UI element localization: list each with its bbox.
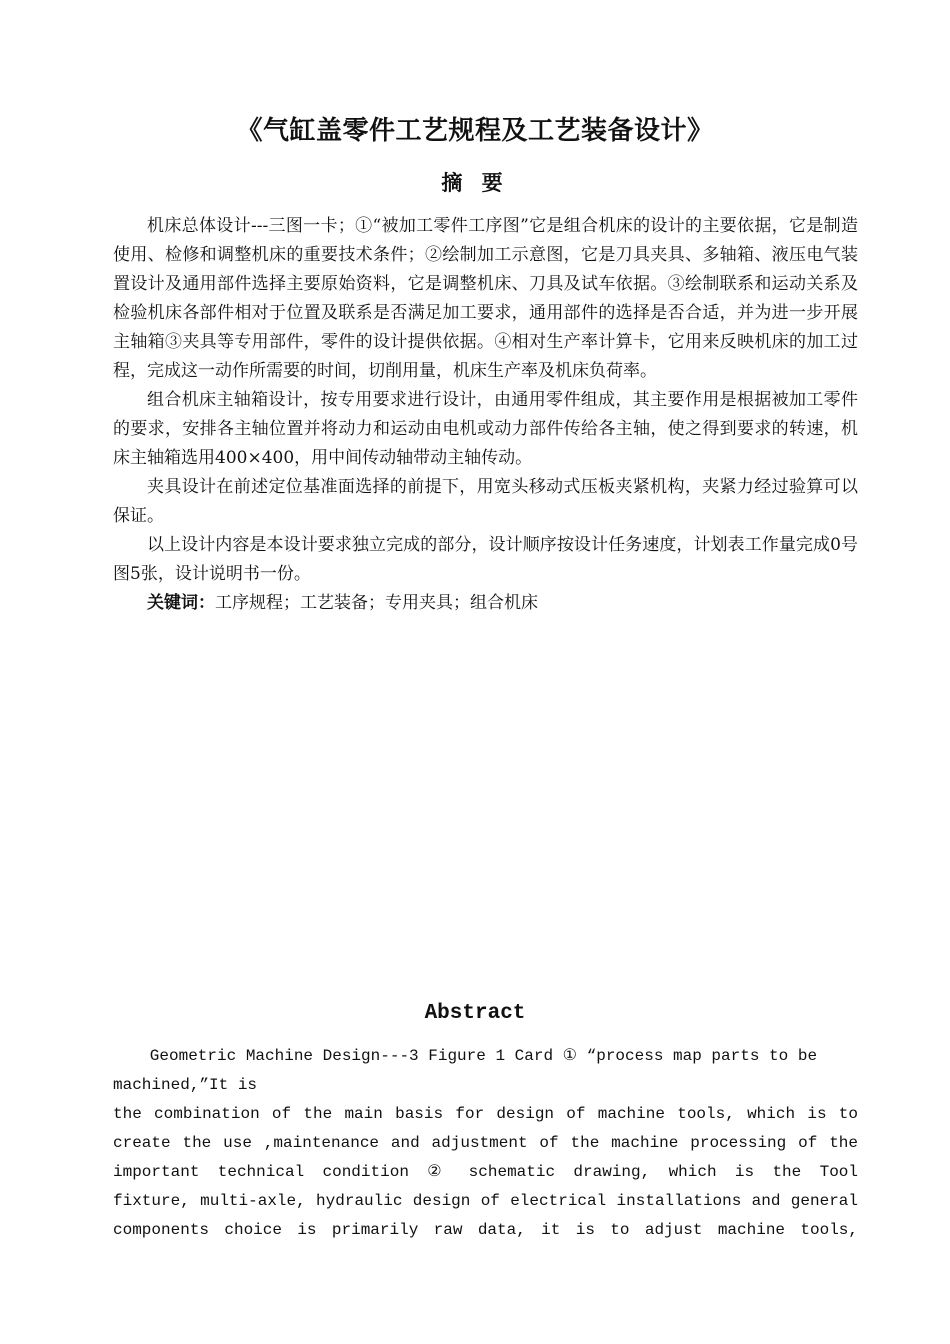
en-line-1: Geometric Machine Design---3 Figure 1 Card ① “process map parts to be machined,”It is — [113, 1047, 818, 1094]
english-abstract — [113, 1042, 858, 1245]
keywords-text: 工序规程；工艺装备；专用夹具；组合机床 — [215, 593, 538, 613]
abstract-heading: 摘 要 — [441, 170, 509, 195]
en-line-3: create the use ,maintenance and adjustment of the machine processing of the — [113, 1134, 858, 1152]
cn-paragraph-4: 以上设计内容是本设计要求独立完成的部分，设计顺序按设计任务速度，计划表工作量完成0号图5张，设计说明书一份。 — [113, 535, 858, 584]
chinese-abstract — [113, 212, 858, 618]
document-title: 《气缸盖零件工艺规程及工艺装备设计》 — [236, 116, 714, 146]
cn-paragraph-3: 夹具设计在前述定位基准面选择的前提下，用宽头移动式压板夹紧机构，夹紧力经过验算可以保证。 — [113, 477, 858, 526]
cn-paragraph-1: 机床总体设计---三图一卡；①“被加工零件工序图”它是组合机床的设计的主要依据，它是制造使用、检修和调整机床的重要技术条件；②绘制加工示意图，它是刀具夹具、多轴箱、液压电气装置设计及通用部件选择主要原始资料，它是调整机床、刀具及试车依据。③绘制联系和运动关系及检验机床各部件相对于位置及联系是否满足加工要求，通用部件的选择是否合适，并为进一步开展主轴箱③夹具等专用部件，零件的设计提供依据。④相对生产率计算卡，它用来反映机床的加工过程，完成这一动作所需要的时间，切削用量，机床生产率及机床负荷率。 — [113, 216, 858, 381]
keywords-label: 关键词： — [147, 593, 215, 613]
cn-paragraph-2: 组合机床主轴箱设计，按专用要求进行设计，由通用零件组成，其主要作用是根据被加工零件的要求，安排各主轴位置并将动力和运动由电机或动力部件传给各主轴，使之得到要求的转速，机床主轴箱选用400×400，用中间传动轴带动主轴传动。 — [113, 390, 858, 468]
en-line-4: important technical condition ② schematic drawing, which is the Tool — [113, 1163, 858, 1181]
en-line-5: fixture, multi-axle, hydraulic design of electrical installations and general — [113, 1192, 858, 1210]
keywords-line — [113, 589, 858, 618]
en-line-6: components choice is primarily raw data, it is to adjust machine tools, — [113, 1221, 858, 1239]
english-abstract-heading: Abstract — [424, 1002, 526, 1025]
en-line-2: the combination of the main basis for design of machine tools, which is to — [113, 1105, 858, 1123]
